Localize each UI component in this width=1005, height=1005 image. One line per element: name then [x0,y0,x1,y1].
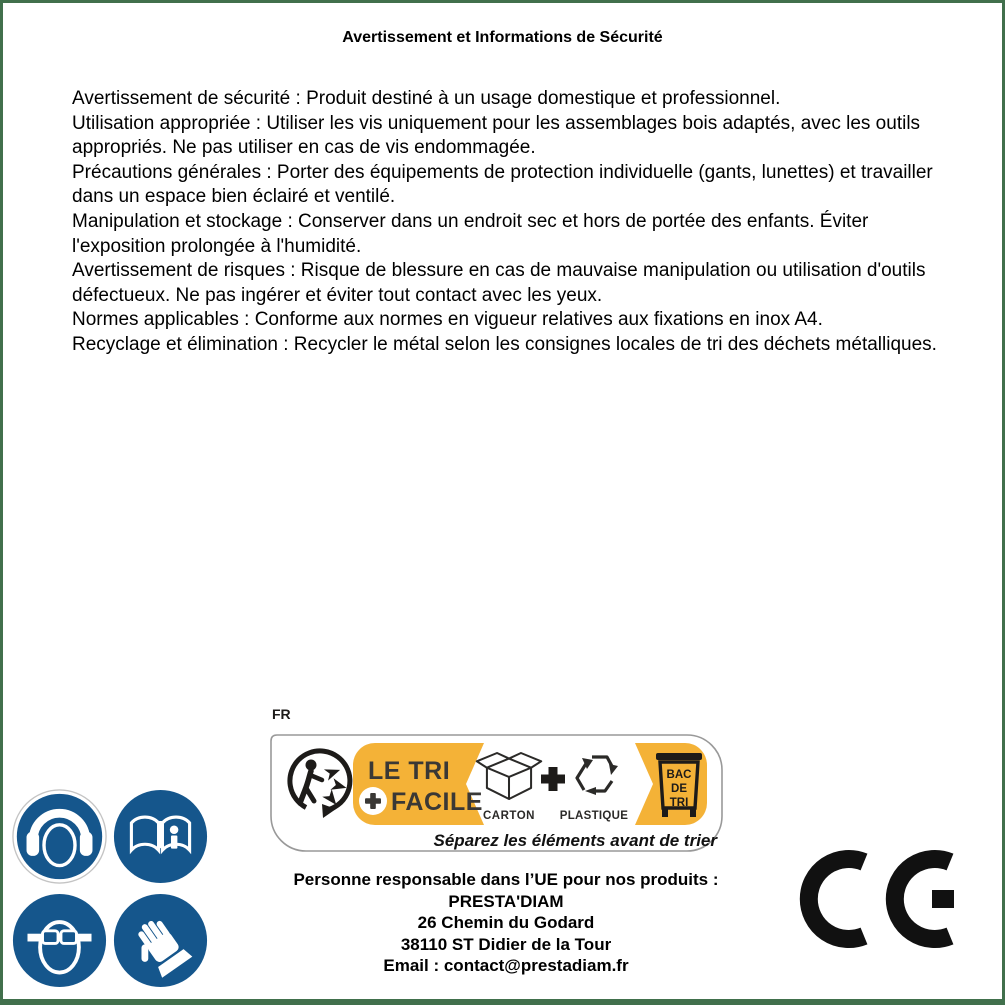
company-name: PRESTA'DIAM [448,891,564,911]
protective-gloves-icon [112,892,209,989]
address-city: 38110 ST Didier de la Tour [400,934,612,954]
safety-paragraph: Précautions générales : Porter des équipements de protection individuelle (gants, lunettes) et travailler dans un espace bien éclairé et ventilé. [72,161,933,208]
safety-text [72,87,940,358]
responsible-line: Personne responsable dans l’UE pour nos produits : [293,870,719,889]
responsible-party-block [270,869,742,977]
material-label-plastique: PLASTIQUE [559,810,629,822]
page-title: Avertissement et Informations de Sécurité [342,29,663,46]
bin-line-3: TRI [669,797,689,809]
waste-bin-icon [656,753,702,817]
safety-paragraph: Normes applicables : Conforme aux normes en vigueur relatives aux fixations en inox A4. [72,309,823,331]
address-street: 26 Chemin du Godard [417,913,595,932]
read-manual-icon [112,788,209,885]
country-code: FR [272,706,291,722]
safety-paragraph: Avertissement de sécurité : Produit destiné à un usage domestique et professionnel. [72,88,781,109]
label-caption: Séparez les éléments avant de trier [433,831,717,850]
headline-line1: LE TRI [368,757,451,785]
safety-paragraph: Avertissement de risques : Risque de blessure en cas de mauvaise manipulation ou utilisation d'outils défectueux. Ne pas ingérer et éviter tout contact avec les yeux. [72,260,926,306]
ear-protection-icon [11,788,108,885]
bin-line-2: DE [671,783,687,795]
safety-paragraph: Utilisation appropriée : Utiliser les vis uniquement pour les assemblages bois adaptés, avec les outils appropriés. Ne pas utiliser en cas de vis endommagée. [72,112,921,159]
headline-line2: FACILE [391,788,483,816]
ce-marking-icon [795,847,963,951]
safety-paragraph: Manipulation et stockage : Conserver dans un endroit sec et hors de portée des enfants. Éviter l'exposition prolongée à l'humidité. [72,210,869,257]
material-label-carton: CARTON [483,810,535,822]
eye-protection-icon [11,892,108,989]
bin-line-1: BAC [666,769,692,781]
sorting-instructions-label [269,732,724,856]
contact-email: Email : contact@prestadiam.fr [383,956,629,975]
safety-paragraph: Recyclage et élimination : Recycler le métal selon les consignes locales de tri des déchets métalliques. [72,333,937,355]
